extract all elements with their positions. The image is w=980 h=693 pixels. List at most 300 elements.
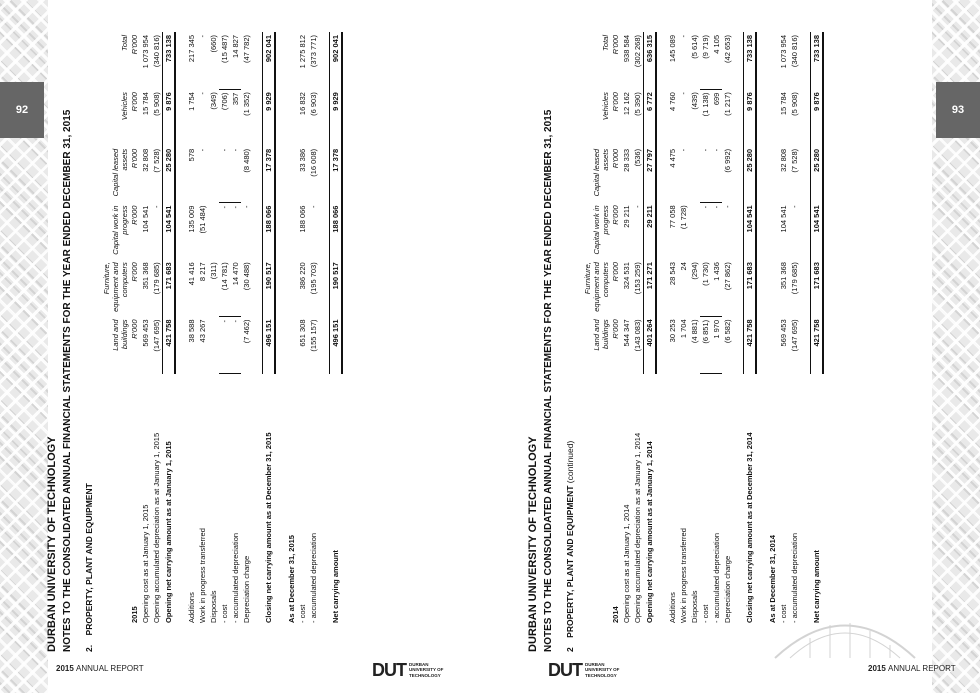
- value-cell: 104 541: [779, 205, 788, 233]
- value-cell: 32 808: [141, 148, 150, 172]
- column-header: Vehicles: [120, 92, 129, 121]
- value-cell: (1 730): [700, 259, 711, 316]
- spacer-cell: [275, 32, 286, 626]
- value-cell: [689, 202, 700, 259]
- row-label: As at December 31, 2015: [287, 535, 296, 623]
- row-label: Work in progress transferred: [198, 528, 207, 623]
- value-cell: 421 758: [744, 316, 757, 373]
- spacer-cell: [175, 32, 186, 626]
- value-cell: 33 386: [298, 148, 307, 172]
- value-cell: 15 784: [779, 92, 788, 116]
- spacer-row: [319, 32, 330, 626]
- value-cell: -: [231, 206, 240, 209]
- footer-report-label: ANNUAL REPORT: [76, 664, 144, 673]
- table-header-row: [583, 32, 610, 626]
- row-label: Opening net carrying amount as at January 1, 2014: [645, 441, 655, 623]
- row-label: - accumulated depreciation: [790, 532, 799, 623]
- spacer-cell: [252, 32, 263, 626]
- value-cell: 9 929: [263, 89, 276, 146]
- value-cell: 25 280: [744, 146, 757, 202]
- value-cell: 421 758: [811, 316, 824, 373]
- spacer-cell: [733, 32, 744, 626]
- value-cell: 4 105: [711, 32, 722, 89]
- column-header: Capital leased assets: [111, 148, 129, 197]
- value-cell: 190 517: [263, 259, 276, 316]
- value-cell: 29 211: [644, 202, 657, 259]
- value-cell: (143 083): [633, 319, 642, 352]
- footer-year: 2015: [56, 664, 74, 673]
- value-cell: 357: [231, 92, 240, 106]
- section-title: PROPERTY, PLANT AND EQUIPMENT: [84, 483, 94, 636]
- value-cell: 104 541: [163, 203, 176, 260]
- value-cell: (660): [209, 35, 218, 53]
- row-label: - cost: [779, 604, 788, 623]
- value-cell: 4 760: [668, 92, 677, 111]
- spacer-row: [733, 32, 744, 626]
- row-label: Depreciation charge: [242, 555, 251, 623]
- value-cell: 578: [187, 148, 196, 162]
- table-row: [722, 32, 733, 626]
- value-cell: 104 541: [744, 202, 757, 259]
- unit-cell: R'000: [611, 148, 620, 169]
- value-cell: 24: [679, 262, 688, 271]
- value-cell: 938 584: [622, 35, 631, 63]
- spacer-cell: [800, 32, 811, 626]
- value-cell: 16 832: [298, 92, 307, 116]
- unit-cell: R'000: [611, 205, 620, 225]
- value-cell: (147 695): [790, 319, 799, 352]
- value-cell: 401 264: [644, 316, 657, 373]
- value-cell: (439): [690, 92, 699, 110]
- value-cell: (5 908): [790, 92, 799, 116]
- value-cell: 9 929: [330, 89, 343, 146]
- row-label: - cost: [298, 604, 307, 623]
- value-cell: -: [712, 205, 721, 209]
- value-cell: [767, 146, 778, 202]
- value-cell: 188 066: [330, 203, 343, 260]
- row-label: - accumulated depreciation: [231, 532, 240, 623]
- spacer-row: [656, 32, 667, 626]
- value-cell: (6 903): [309, 92, 318, 116]
- value-cell: 25 280: [811, 146, 824, 202]
- value-cell: 9 876: [811, 89, 824, 146]
- table-row: [744, 32, 757, 626]
- value-cell: [286, 146, 297, 203]
- footer-annual-report-right: [868, 664, 956, 673]
- spacer-cell: [756, 32, 767, 626]
- row-label: Net carrying amount: [331, 550, 341, 623]
- table-row: [186, 32, 197, 626]
- value-cell: -: [633, 205, 642, 208]
- value-cell: -: [219, 146, 230, 203]
- value-cell: 733 138: [744, 32, 757, 89]
- value-cell: [767, 32, 778, 89]
- row-label: Closing net carrying amount as at December 31, 2015: [264, 432, 274, 623]
- value-cell: 733 138: [811, 32, 824, 89]
- value-cell: 12 162: [622, 92, 631, 116]
- value-cell: 544 347: [622, 319, 631, 347]
- value-cell: 171 683: [163, 259, 176, 316]
- section-heading: [565, 441, 575, 652]
- value-cell: 171 271: [644, 259, 657, 316]
- value-cell: 29 211: [622, 205, 631, 228]
- value-cell: -: [230, 146, 241, 203]
- value-cell: (7 462): [242, 319, 251, 344]
- value-cell: (1 138): [701, 92, 710, 117]
- value-cell: (42 653): [723, 35, 732, 63]
- spacer-row: [756, 32, 767, 626]
- value-cell: (6 992): [723, 148, 732, 173]
- unit-cell: R'000: [611, 35, 620, 55]
- dut-logo-left: [372, 661, 443, 679]
- table-header-row: [102, 32, 129, 626]
- value-cell: 32 808: [779, 148, 788, 172]
- value-cell: 43 267: [198, 319, 207, 343]
- section-number: 2.: [84, 644, 94, 652]
- value-cell: 1 073 954: [141, 35, 150, 69]
- university-heading: DURBAN UNIVERSITY OF TECHNOLOGY: [46, 436, 58, 652]
- value-cell: (294): [690, 262, 699, 280]
- value-cell: 421 758: [163, 316, 176, 373]
- value-cell: 28 333: [622, 148, 631, 172]
- value-cell: -: [219, 316, 230, 373]
- value-cell: [208, 146, 219, 203]
- table-row: [632, 32, 644, 626]
- value-cell: (8 480): [242, 148, 251, 173]
- logo-subtext: DURBAN UNIVERSITY OF TECHNOLOGY: [409, 662, 444, 678]
- column-header: Capital work in progress: [592, 205, 610, 255]
- table-row: [140, 32, 151, 626]
- unit-cell: R'000: [611, 262, 620, 282]
- section-continued: (continued): [565, 440, 575, 484]
- value-cell: 27 797: [644, 146, 657, 202]
- table-row: [789, 32, 800, 626]
- unit-cell: R'000: [611, 92, 620, 112]
- value-cell: 651 308: [298, 319, 307, 347]
- value-cell: 1 754: [187, 92, 196, 111]
- table-row: [230, 32, 241, 626]
- table-row: [219, 32, 230, 626]
- value-cell: 145 089: [668, 35, 677, 63]
- value-cell: (7 528): [790, 148, 799, 173]
- value-cell: 733 138: [163, 32, 176, 89]
- value-cell: 1 073 954: [779, 35, 788, 69]
- value-cell: -: [679, 148, 688, 152]
- column-header: Capital leased assets: [592, 148, 610, 197]
- value-cell: (179 685): [152, 262, 161, 295]
- value-cell: -: [700, 146, 711, 202]
- value-cell: 188 066: [263, 203, 276, 260]
- page-number-left: 92: [0, 82, 44, 138]
- column-header: Land and buildings: [592, 319, 610, 351]
- table-row: [678, 32, 689, 626]
- value-cell: (6 851): [700, 316, 711, 373]
- value-cell: (5 390): [633, 92, 642, 116]
- value-cell: 104 541: [141, 205, 150, 233]
- value-cell: 386 220: [298, 262, 307, 290]
- table-row: [667, 32, 678, 626]
- value-cell: 569 453: [779, 319, 788, 347]
- row-label: Work in progress transferred: [679, 528, 688, 623]
- table-row: [151, 32, 163, 626]
- table-row: [208, 32, 219, 626]
- value-cell: 496 151: [263, 316, 276, 373]
- table-row: [689, 32, 700, 626]
- value-cell: 1 970: [711, 316, 722, 373]
- page-number-right: 93: [936, 82, 980, 138]
- row-label: Additions: [187, 592, 196, 623]
- value-cell: (340 816): [790, 35, 799, 68]
- value-cell: 351 368: [779, 262, 788, 290]
- row-label: - accumulated depreciation: [309, 532, 318, 623]
- spacer-row: [175, 32, 186, 626]
- table-row: [811, 32, 824, 626]
- unit-cell: R'000: [130, 319, 139, 339]
- value-cell: -: [198, 35, 207, 38]
- value-cell: [286, 32, 297, 89]
- value-cell: (340 816): [152, 35, 161, 68]
- table-row: [778, 32, 789, 626]
- value-cell: (536): [633, 148, 642, 167]
- value-cell: [286, 316, 297, 373]
- logo-mark: DUT: [372, 660, 406, 680]
- row-label: - cost: [220, 604, 229, 623]
- value-cell: -: [723, 205, 732, 208]
- row-label: As at December 31, 2014: [768, 535, 777, 623]
- table-row: [700, 32, 711, 626]
- footer-report-label: ANNUAL REPORT: [888, 664, 956, 673]
- value-cell: 351 368: [141, 262, 150, 290]
- unit-cell: R'000: [130, 92, 139, 112]
- row-label: Opening accumulated depreciation as at January 1, 2014: [633, 432, 643, 623]
- row-label: Additions: [668, 592, 677, 623]
- table-row: [197, 32, 208, 626]
- value-cell: -: [711, 146, 722, 202]
- value-cell: 104 541: [811, 202, 824, 259]
- value-cell: 41 416: [187, 262, 196, 286]
- value-cell: (5 908): [152, 92, 161, 116]
- unit-cell: R'000: [130, 148, 139, 169]
- table-row: [644, 32, 657, 626]
- value-cell: [767, 89, 778, 146]
- value-cell: (147 695): [152, 319, 161, 352]
- value-cell: -: [230, 316, 241, 373]
- value-cell: 171 683: [811, 259, 824, 316]
- value-cell: (706): [220, 92, 229, 111]
- row-label: Depreciation charge: [723, 555, 732, 623]
- value-cell: 1 275 812: [298, 35, 307, 69]
- logo-mark: DUT: [548, 660, 582, 680]
- value-cell: [689, 146, 700, 202]
- spacer-row: [800, 32, 811, 626]
- dut-logo-right: [548, 661, 619, 679]
- value-cell: -: [198, 148, 207, 152]
- value-cell: 1 704: [679, 319, 688, 339]
- table-row: [286, 32, 297, 626]
- value-cell: [286, 203, 297, 260]
- row-label: Closing net carrying amount as at December 31, 2014: [745, 432, 755, 623]
- unit-cell: R'000: [130, 35, 139, 55]
- section-number: 2: [565, 647, 575, 652]
- column-header: Vehicles: [601, 92, 610, 121]
- value-cell: -: [220, 206, 229, 209]
- value-cell: 14 470: [230, 259, 241, 316]
- value-cell: [767, 202, 778, 259]
- table-row: [241, 32, 252, 626]
- value-cell: (1 352): [242, 92, 251, 116]
- value-cell: 324 531: [622, 262, 631, 290]
- value-cell: (153 259): [633, 262, 642, 295]
- column-header: Capital work in progress: [111, 205, 129, 255]
- value-cell: (47 782): [242, 35, 251, 63]
- unit-cell: R'000: [130, 262, 139, 282]
- table-row: [163, 32, 176, 626]
- value-cell: (15 487): [219, 32, 230, 89]
- value-cell: 9 876: [163, 89, 176, 146]
- spacer-row: [252, 32, 263, 626]
- footer-year: 2015: [868, 664, 886, 673]
- unit-cell: R'000: [611, 319, 620, 339]
- row-label: Opening accumulated depreciation as at January 1, 2015: [152, 432, 162, 623]
- value-cell: 9 876: [744, 89, 757, 146]
- value-cell: 190 517: [330, 259, 343, 316]
- table-row: [297, 32, 308, 626]
- value-cell: -: [701, 205, 710, 209]
- column-header: Total: [120, 35, 129, 51]
- units-row: [610, 32, 621, 626]
- row-label: Disposals: [209, 590, 218, 623]
- value-cell: 188 066: [298, 205, 307, 233]
- value-cell: (1 217): [723, 92, 732, 116]
- value-cell: 30 253: [668, 319, 677, 343]
- ppe-table-2014: [583, 32, 824, 626]
- ppe-table-2015: [102, 32, 343, 626]
- value-cell: 1 436: [711, 259, 722, 316]
- table-row: [711, 32, 722, 626]
- section-title: PROPERTY, PLANT AND EQUIPMENT: [565, 485, 575, 638]
- value-cell: -: [309, 205, 318, 209]
- value-cell: (6 582): [723, 319, 732, 344]
- value-cell: [208, 203, 219, 260]
- row-label: Opening cost as at January 1, 2014: [622, 504, 631, 623]
- table-row: [308, 32, 319, 626]
- value-cell: 4 475: [668, 148, 677, 168]
- value-cell: 17 378: [263, 146, 276, 203]
- notes-title: NOTES TO THE CONSOLIDATED ANNUAL FINANCIAL STATEMENTS FOR THE YEAR ENDED DECEMBER 31, 2015: [62, 109, 73, 652]
- value-cell: 38 588: [187, 319, 196, 343]
- value-cell: (155 157): [309, 319, 318, 352]
- value-cell: 8 217: [198, 262, 207, 282]
- value-cell: 6 772: [644, 89, 657, 146]
- value-cell: 636 315: [644, 32, 657, 89]
- row-label: Disposals: [690, 590, 699, 623]
- column-header: Land and buildings: [111, 319, 129, 351]
- row-label: - accumulated depreciation: [712, 532, 721, 623]
- value-cell: (16 008): [309, 148, 318, 177]
- year-label: 2015: [130, 606, 139, 623]
- row-label: Opening cost as at January 1, 2015: [141, 504, 150, 623]
- value-cell: 217 345: [187, 35, 196, 63]
- value-cell: (27 862): [723, 262, 732, 291]
- value-cell: 569 453: [141, 319, 150, 347]
- column-header: Total: [601, 35, 610, 51]
- spacer-cell: [656, 32, 667, 626]
- value-cell: 28 543: [668, 262, 677, 286]
- value-cell: (51 484): [198, 205, 207, 234]
- value-cell: -: [679, 92, 688, 95]
- unit-cell: R'000: [130, 205, 139, 225]
- value-cell: (179 685): [790, 262, 799, 295]
- year-label: 2014: [611, 606, 620, 623]
- value-cell: 902 041: [263, 32, 276, 89]
- section-heading: [84, 483, 94, 652]
- value-cell: 17 378: [330, 146, 343, 203]
- value-cell: (9 719): [700, 32, 711, 89]
- value-cell: [286, 89, 297, 146]
- value-cell: -: [242, 205, 251, 209]
- value-cell: [286, 259, 297, 316]
- value-cell: -: [790, 205, 799, 208]
- table-row: [330, 32, 343, 626]
- value-cell: [767, 316, 778, 373]
- value-cell: -: [679, 35, 688, 38]
- logo-subtext: DURBAN UNIVERSITY OF TECHNOLOGY: [585, 662, 620, 678]
- value-cell: [208, 316, 219, 373]
- value-cell: 902 041: [330, 32, 343, 89]
- statement-block-2014: [527, 32, 872, 652]
- row-label: - cost: [701, 604, 710, 623]
- value-cell: (349): [209, 92, 218, 110]
- value-cell: (1 728): [679, 205, 688, 230]
- units-row: [129, 32, 140, 626]
- value-cell: (5 614): [690, 35, 699, 59]
- footer-annual-report-left: [56, 664, 144, 673]
- university-heading: DURBAN UNIVERSITY OF TECHNOLOGY: [527, 436, 539, 652]
- value-cell: (30 488): [242, 262, 251, 291]
- value-cell: [767, 259, 778, 316]
- value-cell: 25 280: [163, 146, 176, 203]
- value-cell: 14 827: [230, 32, 241, 89]
- column-header: Furniture, equipment and computers: [102, 262, 129, 312]
- value-cell: -: [198, 92, 207, 95]
- spacer-row: [275, 32, 286, 626]
- statement-block-2015: [46, 32, 391, 652]
- value-cell: 15 784: [141, 92, 150, 116]
- value-cell: (302 268): [633, 35, 642, 68]
- header-spacer: [102, 374, 129, 626]
- value-cell: 171 683: [744, 259, 757, 316]
- value-cell: 135 009: [187, 205, 196, 233]
- value-cell: (14 781): [219, 259, 230, 316]
- value-cell: (7 528): [152, 148, 161, 173]
- value-cell: -: [152, 205, 161, 209]
- notes-title: NOTES TO THE CONSOLIDATED ANNUAL FINANCIAL STATEMENTS FOR THE YEAR ENDED DECEMBER 31, 2015: [543, 109, 554, 652]
- table-row: [767, 32, 778, 626]
- value-cell: 77 058: [668, 205, 677, 229]
- value-cell: (4 881): [690, 319, 699, 344]
- value-cell: 496 151: [330, 316, 343, 373]
- table-row: [263, 32, 276, 626]
- spacer-cell: [319, 32, 330, 626]
- value-cell: (311): [209, 262, 218, 280]
- table-row: [621, 32, 632, 626]
- value-cell: 699: [712, 92, 721, 106]
- column-header: Furniture, equipment and computers: [583, 262, 610, 312]
- value-cell: (373 771): [309, 35, 318, 68]
- value-cell: (195 703): [309, 262, 318, 295]
- row-label: Net carrying amount: [812, 550, 822, 623]
- row-label: Opening net carrying amount as at January 1, 2015: [164, 441, 174, 623]
